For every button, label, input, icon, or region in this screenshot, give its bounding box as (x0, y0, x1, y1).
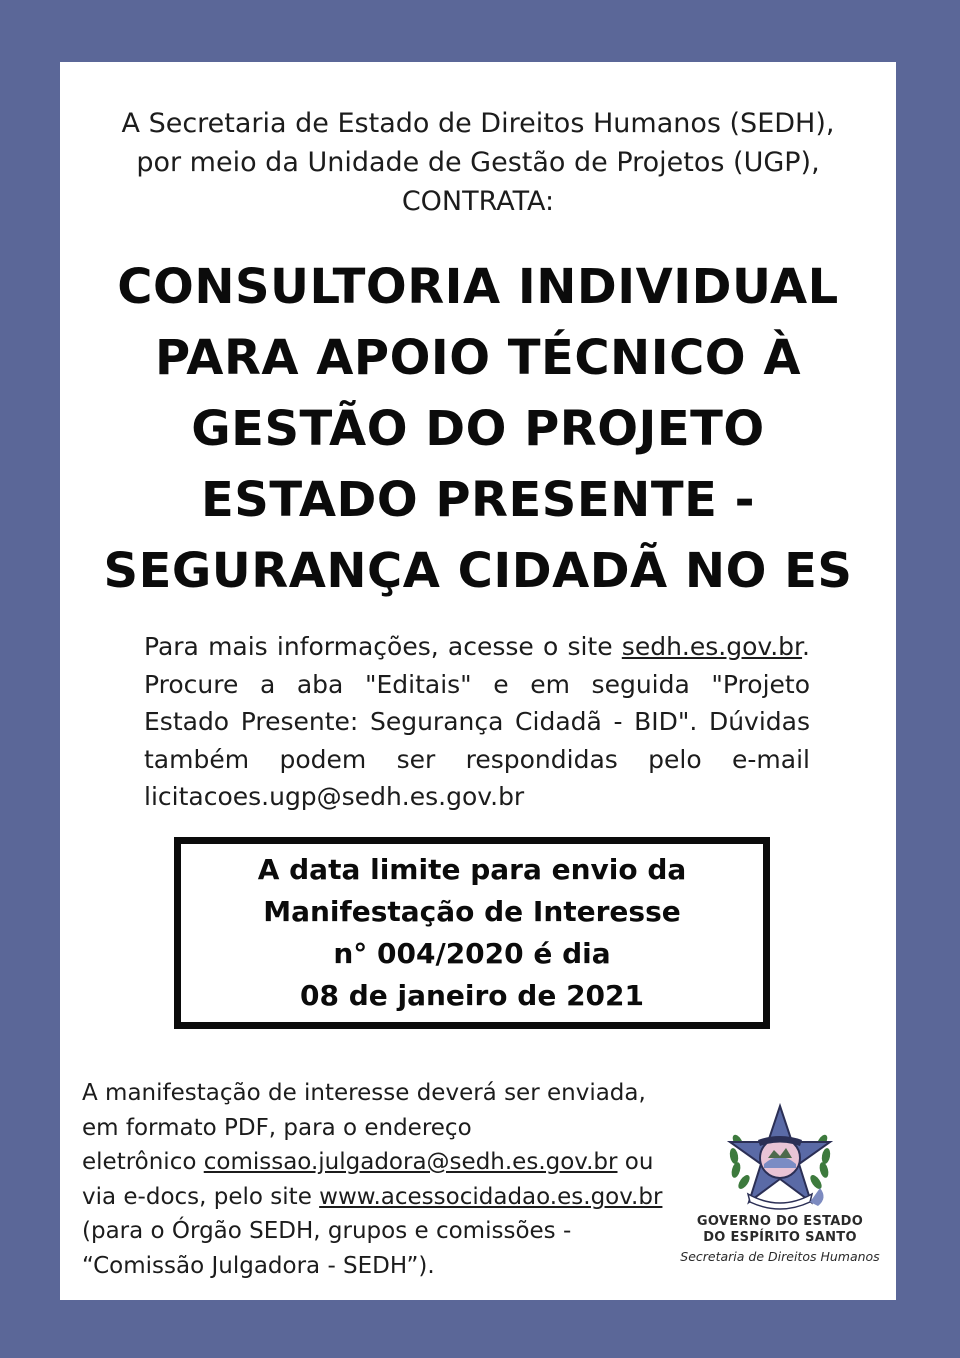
deadline-date: 08 de janeiro de 2021 (299, 979, 644, 1012)
info-line: também podem ser respondidas pelo e-mail (144, 744, 810, 774)
intro-line: por meio da Unidade de Gestão de Projetos (UGP), (136, 147, 820, 178)
intro-line: CONTRATA: (401, 186, 555, 217)
outro-line: “Comissão Julgadora - SEDH”). (82, 1252, 435, 1279)
title-line: SEGURANÇA CIDADÃ NO ES (103, 543, 853, 599)
contact-email: licitacoes.ugp@sedh.es.gov.br (144, 782, 525, 811)
submission-paragraph (82, 1076, 702, 1283)
info-text: Para mais informações, acesse o site (144, 632, 622, 661)
outro-text: via e-docs, pelo site (82, 1183, 320, 1210)
deadline-box (174, 837, 770, 1029)
deadline-line: A data limite para envio da (257, 853, 687, 886)
notice-sheet (60, 62, 896, 1300)
government-logo (664, 1102, 896, 1292)
title-line: CONSULTORIA INDIVIDUAL (117, 259, 839, 315)
site-link[interactable]: sedh.es.gov.br (621, 632, 803, 661)
outro-line: em formato PDF, para o endereço (82, 1114, 472, 1141)
edocs-site-link[interactable]: www.acessocidadao.es.gov.br (319, 1183, 663, 1210)
notice-title (60, 252, 896, 607)
email-link[interactable]: comissao.julgadora@sedh.es.gov.br (203, 1149, 618, 1175)
logo-text: DO ESPÍRITO SANTO (703, 1230, 857, 1245)
outro-line (82, 1145, 702, 1180)
info-line: Estado Presente: Segurança Cidadã - BID". Dúvidas (144, 707, 810, 736)
info-line: Procure a aba "Editais" e em seguida "Projeto (144, 669, 810, 699)
outro-text: eletrônico (82, 1149, 204, 1175)
intro-line: A Secretaria de Estado de Direitos Humanos (SEDH), (121, 108, 835, 139)
outro-line (82, 1180, 702, 1215)
logo-subtitle: Secretaria de Direitos Humanos (680, 1249, 880, 1264)
outro-text: ou (617, 1149, 654, 1175)
title-line: GESTÃO DO PROJETO (191, 401, 765, 457)
info-paragraph (144, 628, 810, 816)
intro-paragraph (60, 104, 896, 221)
outro-line: (para o Órgão SEDH, grupos e comissões - (82, 1218, 572, 1244)
state-coat-of-arms-icon (724, 1102, 836, 1214)
logo-text: GOVERNO DO ESTADO (696, 1214, 864, 1229)
title-line: ESTADO PRESENTE - (200, 472, 755, 528)
title-line: PARA APOIO TÉCNICO À (155, 330, 801, 386)
deadline-line: Manifestação de Interesse (263, 895, 681, 928)
info-line (144, 628, 810, 666)
info-text: . (802, 632, 810, 661)
outro-line: A manifestação de interesse deverá ser enviada, (82, 1080, 646, 1106)
deadline-line: n° 004/2020 é dia (333, 937, 611, 970)
